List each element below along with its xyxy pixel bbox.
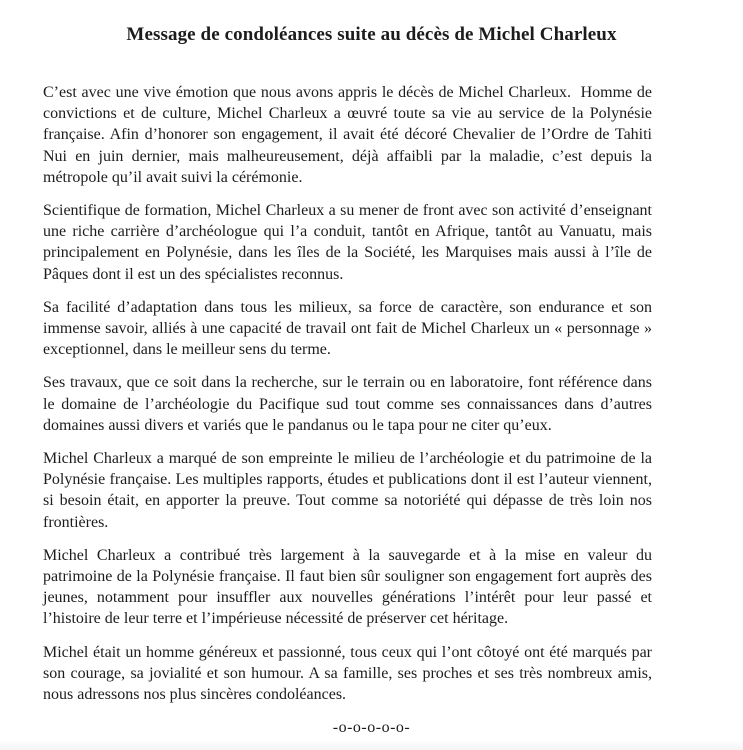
paragraph-1: C’est avec une vive émotion que nous avons appris le décès de Michel Charleux. Homme de convictions et de culture, Michel Charleux a œuvré toute sa vie au service de la Polynésie française. Afin d’honorer son engagement, il avait été décoré Chevalier de l’Ordre de Tahiti Nui en juin dernier, mais malheureusement, déjà affaibli par la maladie, c’est depuis la métropole qu’il avait suivi la cérémonie. [43, 84, 656, 186]
page-bottom-edge [0, 740, 743, 750]
document-body [0, 82, 743, 705]
document-page [0, 24, 743, 750]
paragraph-6: Michel Charleux a contribué très largement à la sauvegarde et à la mise en valeur du patrimoine de la Polynésie française. Il faut bien sûr souligner son engagement fort auprès des jeunes, notamment pour insuffler aux nouvelles générations l’intérêt pour leur passé et l’histoire de leur terre et l’impérieuse nécessité de préserver cet héritage. [43, 546, 656, 628]
paragraph-4: Ses travaux, que ce soit dans la recherche, sur le terrain ou en laboratoire, font référence dans le domaine de l’archéologie du Pacifique sud tout comme ses connaissances dans d’autres domaines aussi divers et variés que le pandanus ou le tapa pour ne citer qu’eux. [43, 374, 656, 434]
paragraph-5: Michel Charleux a marqué de son empreinte le milieu de l’archéologie et du patrimoine de la Polynésie française. Les multiples rapports, études et publications dont il est l’auteur viennent, si besoin était, en apporter la preuve. Tout comme sa notoriété qui dépasse de très loin nos frontières. [43, 450, 656, 531]
document-title: Message de condoléances suite au décès de Michel Charleux [126, 24, 617, 45]
footer-separator: -o-o-o-o-o- [332, 719, 411, 737]
paragraph-2: Scientifique de formation, Michel Charleux a su mener de front avec son activité d’enseignant une riche carrière d’archéologue qui l’a conduit, tantôt en Afrique, tantôt au Vanuatu, mais principalement en Polynésie, dans les îles de la Société, les Marquises mais aussi à l’île de Pâques dont il est un des spécialistes reconnus. [43, 202, 656, 283]
paragraph-3: Sa facilité d’adaptation dans tous les milieux, sa force de caractère, son endurance et son immense savoir, alliés à une capacité de travail ont fait de Michel Charleux un « personnage » exceptionnel, dans le meilleur sens du terme. [43, 298, 656, 359]
paragraph-7: Michel était un homme généreux et passionné, tous ceux qui l’ont côtoyé ont été marqués par son courage, sa jovialité et son humour. A sa famille, ses proches et ses très nombreux amis, nous adressons nos plus sincères condoléances. [43, 643, 656, 704]
